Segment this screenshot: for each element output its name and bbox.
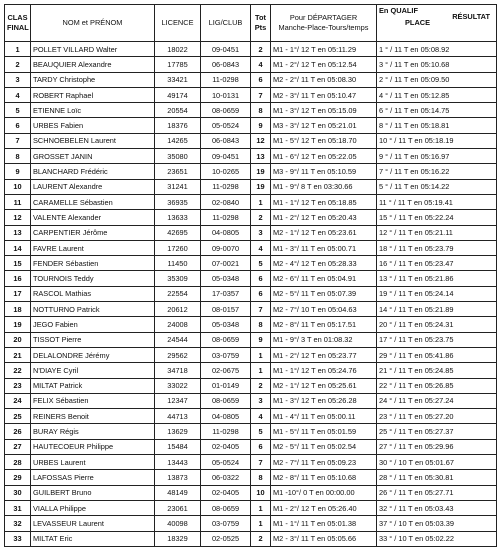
qualif-cell: 16 ° / 11 T en 05:23.47 [377, 256, 497, 271]
qualif-cell: 12 ° / 11 T en 05:21.11 [377, 225, 497, 240]
name-cell: CARPENTIER Jérôme [31, 225, 155, 240]
qualif-cell: 28 ° / 11 T en 05:30.81 [377, 470, 497, 485]
club-cell: 05-0524 [201, 118, 251, 133]
club-cell: 04-0805 [201, 225, 251, 240]
qualif-cell: 27 ° / 11 T en 05:29.96 [377, 439, 497, 454]
tiebreak-cell: M1 - 9°/ 3 T en 01:08.32 [271, 332, 377, 347]
club-cell: 17-0357 [201, 286, 251, 301]
name-cell: ROBERT Raphael [31, 87, 155, 102]
points-cell: 5 [251, 424, 271, 439]
name-cell: GUILBERT Bruno [31, 485, 155, 500]
name-cell: REINERS Benoit [31, 409, 155, 424]
club-cell: 04-0805 [201, 409, 251, 424]
tiebreak-cell: M1 - 1°/ 12 T en 05:11.29 [271, 42, 377, 57]
club-cell: 02-0675 [201, 363, 251, 378]
licence-cell: 36935 [155, 194, 201, 209]
qualif-cell: 26 ° / 11 T en 05:27.71 [377, 485, 497, 500]
rank-cell: 1 [5, 42, 31, 57]
club-cell: 05-0348 [201, 271, 251, 286]
header-club: LIG/CLUB [201, 5, 251, 42]
tiebreak-cell: M1 - 3°/ 12 T en 05:15.09 [271, 103, 377, 118]
qualif-cell: 33 ° / 10 T en 05:02.22 [377, 531, 497, 546]
club-cell: 02-0840 [201, 194, 251, 209]
tiebreak-cell: M1 - 2°/ 12 T en 05:23.77 [271, 347, 377, 362]
licence-cell: 22554 [155, 286, 201, 301]
tiebreak-cell: M2 - 7°/ 10 T en 05:04.63 [271, 302, 377, 317]
club-cell: 05-0348 [201, 317, 251, 332]
table-row [5, 256, 497, 271]
tiebreak-cell: M2 - 1°/ 12 T en 05:25.61 [271, 378, 377, 393]
qualif-cell: 17 ° / 11 T en 05:23.75 [377, 332, 497, 347]
rank-cell: 22 [5, 363, 31, 378]
points-cell: 6 [251, 271, 271, 286]
name-cell: DELALONDRE Jérémy [31, 347, 155, 362]
tiebreak-cell: M3 - 3°/ 12 T en 05:21.01 [271, 118, 377, 133]
name-cell: RASCOL Mathias [31, 286, 155, 301]
table-row [5, 133, 497, 148]
header-row [5, 5, 497, 42]
licence-cell: 14265 [155, 133, 201, 148]
rank-cell: 28 [5, 455, 31, 470]
club-cell: 02-0405 [201, 485, 251, 500]
points-cell: 1 [251, 347, 271, 362]
club-cell: 09-0451 [201, 149, 251, 164]
rank-cell: 20 [5, 332, 31, 347]
qualif-cell: 24 ° / 11 T en 05:27.24 [377, 393, 497, 408]
table-row [5, 347, 497, 362]
licence-cell: 13629 [155, 424, 201, 439]
name-cell: HAUTECOEUR Philippe [31, 439, 155, 454]
club-cell: 09-0070 [201, 240, 251, 255]
name-cell: BEAUQUIER Alexandre [31, 57, 155, 72]
rank-cell: 27 [5, 439, 31, 454]
licence-cell: 20554 [155, 103, 201, 118]
table-row [5, 500, 497, 515]
tiebreak-cell: M1 - 1°/ 12 T en 05:18.85 [271, 194, 377, 209]
qualif-cell: 4 ° / 11 T en 05:12.85 [377, 87, 497, 102]
points-cell: 7 [251, 455, 271, 470]
rank-cell: 16 [5, 271, 31, 286]
tiebreak-cell: M1 - 1°/ 11 T en 05:01.38 [271, 516, 377, 531]
table-row [5, 363, 497, 378]
points-cell: 12 [251, 133, 271, 148]
licence-cell: 29562 [155, 347, 201, 362]
tiebreak-cell: M2 - 8°/ 11 T en 05:17.51 [271, 317, 377, 332]
club-cell: 11-0298 [201, 210, 251, 225]
licence-cell: 35080 [155, 149, 201, 164]
licence-cell: 18376 [155, 118, 201, 133]
table-row [5, 393, 497, 408]
licence-cell: 12347 [155, 393, 201, 408]
table-row [5, 164, 497, 179]
qualif-cell: 10 ° / 11 T en 05:18.19 [377, 133, 497, 148]
club-cell: 06-0843 [201, 57, 251, 72]
qualif-cell: 1 ° / 11 T en 05:08.92 [377, 42, 497, 57]
table-row [5, 42, 497, 57]
table-row [5, 332, 497, 347]
name-cell: LAFOSSAS Pierre [31, 470, 155, 485]
rank-cell: 26 [5, 424, 31, 439]
rank-cell: 12 [5, 210, 31, 225]
qualif-cell: 18 ° / 11 T en 05:23.79 [377, 240, 497, 255]
club-cell: 08-0659 [201, 332, 251, 347]
rank-cell: 10 [5, 179, 31, 194]
club-cell: 06-0843 [201, 133, 251, 148]
table-row [5, 103, 497, 118]
club-cell: 08-0157 [201, 302, 251, 317]
tiebreak-cell: M2 - 3°/ 11 T en 05:10.47 [271, 87, 377, 102]
table-row [5, 302, 497, 317]
points-cell: 8 [251, 103, 271, 118]
tiebreak-cell: M2 - 5°/ 11 T en 05:02.54 [271, 439, 377, 454]
table-row [5, 317, 497, 332]
licence-cell: 13443 [155, 455, 201, 470]
club-cell: 11-0298 [201, 72, 251, 87]
tiebreak-cell: M1 - 4°/ 11 T en 05:00.11 [271, 409, 377, 424]
points-cell: 6 [251, 72, 271, 87]
table-row [5, 485, 497, 500]
tiebreak-cell: M2 - 7°/ 11 T en 05:09.23 [271, 455, 377, 470]
header-tiebreak: Pour DÉPARTAGER Manche-Place-Tours/temps [271, 5, 377, 42]
tiebreak-cell: M2 - 6°/ 11 T en 05:04.91 [271, 271, 377, 286]
rank-cell: 29 [5, 470, 31, 485]
qualif-cell: 9 ° / 11 T en 05:16.97 [377, 149, 497, 164]
club-cell: 02-0405 [201, 439, 251, 454]
club-cell: 01-0149 [201, 378, 251, 393]
name-cell: GROSSET JANIN [31, 149, 155, 164]
club-cell: 02-0525 [201, 531, 251, 546]
results-body [5, 42, 497, 547]
rank-cell: 11 [5, 194, 31, 209]
points-cell: 10 [251, 485, 271, 500]
rank-cell: 8 [5, 149, 31, 164]
licence-cell: 13873 [155, 470, 201, 485]
points-cell: 7 [251, 302, 271, 317]
licence-cell: 24544 [155, 332, 201, 347]
name-cell: TOURNOIS Teddy [31, 271, 155, 286]
tiebreak-cell: M1 - 2°/ 12 T en 05:20.43 [271, 210, 377, 225]
points-cell: 2 [251, 531, 271, 546]
tiebreak-cell: M2 - 1°/ 12 T en 05:23.61 [271, 225, 377, 240]
table-row [5, 286, 497, 301]
name-cell: CARAMELLE Sébastien [31, 194, 155, 209]
header-place: PLACE [405, 18, 431, 27]
club-cell: 08-0659 [201, 393, 251, 408]
rank-cell: 6 [5, 118, 31, 133]
points-cell: 1 [251, 194, 271, 209]
club-cell: 08-0659 [201, 103, 251, 118]
points-cell: 9 [251, 332, 271, 347]
qualif-cell: 5 ° / 11 T en 05:14.22 [377, 179, 497, 194]
tiebreak-cell: M1 - 2°/ 12 T en 05:26.40 [271, 500, 377, 515]
tiebreak-cell: M2 - 5°/ 11 T en 05:07.39 [271, 286, 377, 301]
table-row [5, 531, 497, 546]
rank-cell: 5 [5, 103, 31, 118]
name-cell: URBES Fabien [31, 118, 155, 133]
points-cell: 1 [251, 516, 271, 531]
header-qualif: En QUALIF [379, 6, 419, 15]
header-qualif-result [377, 5, 497, 42]
licence-cell: 18329 [155, 531, 201, 546]
qualif-cell: 37 ° / 10 T en 05:03.39 [377, 516, 497, 531]
licence-cell: 17785 [155, 57, 201, 72]
club-cell: 03-0759 [201, 516, 251, 531]
rank-cell: 2 [5, 57, 31, 72]
rank-cell: 13 [5, 225, 31, 240]
rank-cell: 25 [5, 409, 31, 424]
results-sheet [4, 4, 497, 547]
tiebreak-cell: M3 - 9°/ 11 T en 05:10.59 [271, 164, 377, 179]
tiebreak-cell: M2 - 4°/ 12 T en 05:28.33 [271, 256, 377, 271]
points-cell: 7 [251, 87, 271, 102]
licence-cell: 13633 [155, 210, 201, 225]
points-cell: 2 [251, 42, 271, 57]
points-cell: 2 [251, 378, 271, 393]
header-licence: LICENCE [155, 5, 201, 42]
tiebreak-cell: M1 - 1°/ 12 T en 05:24.76 [271, 363, 377, 378]
tiebreak-cell: M1 - 6°/ 12 T en 05:22.05 [271, 149, 377, 164]
licence-cell: 34718 [155, 363, 201, 378]
club-cell: 03-0759 [201, 347, 251, 362]
table-row [5, 271, 497, 286]
rank-cell: 24 [5, 393, 31, 408]
qualif-cell: 21 ° / 11 T en 05:24.85 [377, 363, 497, 378]
name-cell: VIALLA Philippe [31, 500, 155, 515]
club-cell: 09-0451 [201, 42, 251, 57]
qualif-cell: 13 ° / 11 T en 05:21.86 [377, 271, 497, 286]
licence-cell: 44713 [155, 409, 201, 424]
licence-cell: 31241 [155, 179, 201, 194]
licence-cell: 17260 [155, 240, 201, 255]
qualif-cell: 14 ° / 11 T en 05:21.89 [377, 302, 497, 317]
club-cell: 08-0659 [201, 500, 251, 515]
name-cell: MILTAT Patrick [31, 378, 155, 393]
qualif-cell: 7 ° / 11 T en 05:16.22 [377, 164, 497, 179]
tiebreak-cell: M2 - 3°/ 11 T en 05:05.66 [271, 531, 377, 546]
licence-cell: 33421 [155, 72, 201, 87]
name-cell: SCHNOEBELEN Laurent [31, 133, 155, 148]
qualif-cell: 32 ° / 11 T en 05:03.43 [377, 500, 497, 515]
name-cell: FENDER Sébastien [31, 256, 155, 271]
results-table [4, 4, 497, 547]
qualif-cell: 2 ° / 11 T en 05:09.50 [377, 72, 497, 87]
name-cell: VALENTE Alexander [31, 210, 155, 225]
table-row [5, 57, 497, 72]
points-cell: 4 [251, 409, 271, 424]
points-cell: 19 [251, 164, 271, 179]
points-cell: 13 [251, 149, 271, 164]
name-cell: BLANCHARD Frédéric [31, 164, 155, 179]
licence-cell: 11450 [155, 256, 201, 271]
tiebreak-cell: M1 - 9°/ 8 T en 03:30.66 [271, 179, 377, 194]
points-cell: 6 [251, 286, 271, 301]
table-row [5, 118, 497, 133]
rank-cell: 33 [5, 531, 31, 546]
licence-cell: 49174 [155, 87, 201, 102]
name-cell: ETIENNE Loïc [31, 103, 155, 118]
name-cell: TISSOT Pierre [31, 332, 155, 347]
table-row [5, 470, 497, 485]
club-cell: 10-0131 [201, 87, 251, 102]
table-row [5, 194, 497, 209]
rank-cell: 3 [5, 72, 31, 87]
club-cell: 05-0524 [201, 455, 251, 470]
qualif-cell: 8 ° / 11 T en 05:18.81 [377, 118, 497, 133]
licence-cell: 15484 [155, 439, 201, 454]
points-cell: 1 [251, 500, 271, 515]
tiebreak-cell: M1 -10°/ 0 T en 00:00.00 [271, 485, 377, 500]
qualif-cell: 23 ° / 11 T en 05:27.20 [377, 409, 497, 424]
name-cell: NOTTURNO Patrick [31, 302, 155, 317]
qualif-cell: 6 ° / 11 T en 05:14.75 [377, 103, 497, 118]
rank-cell: 4 [5, 87, 31, 102]
qualif-cell: 3 ° / 11 T en 05:10.68 [377, 57, 497, 72]
qualif-cell: 11 ° / 11 T en 05:19.41 [377, 194, 497, 209]
name-cell: JEGO Fabien [31, 317, 155, 332]
rank-cell: 30 [5, 485, 31, 500]
points-cell: 9 [251, 118, 271, 133]
table-row [5, 240, 497, 255]
rank-cell: 19 [5, 317, 31, 332]
header-name: NOM et PRÉNOM [31, 5, 155, 42]
licence-cell: 20612 [155, 302, 201, 317]
points-cell: 2 [251, 210, 271, 225]
rank-cell: 15 [5, 256, 31, 271]
licence-cell: 42695 [155, 225, 201, 240]
points-cell: 1 [251, 363, 271, 378]
points-cell: 8 [251, 470, 271, 485]
qualif-cell: 22 ° / 11 T en 05:26.85 [377, 378, 497, 393]
licence-cell: 48149 [155, 485, 201, 500]
tiebreak-cell: M2 - 8°/ 11 T en 05:10.68 [271, 470, 377, 485]
licence-cell: 24008 [155, 317, 201, 332]
name-cell: FAVRE Laurent [31, 240, 155, 255]
rank-cell: 32 [5, 516, 31, 531]
table-row [5, 455, 497, 470]
points-cell: 3 [251, 225, 271, 240]
licence-cell: 23061 [155, 500, 201, 515]
licence-cell: 33022 [155, 378, 201, 393]
points-cell: 3 [251, 393, 271, 408]
points-cell: 4 [251, 57, 271, 72]
licence-cell: 40098 [155, 516, 201, 531]
name-cell: TARDY Christophe [31, 72, 155, 87]
licence-cell: 23651 [155, 164, 201, 179]
header-rank: CLAS FINAL [5, 5, 31, 42]
table-row [5, 149, 497, 164]
points-cell: 19 [251, 179, 271, 194]
rank-cell: 23 [5, 378, 31, 393]
table-row [5, 179, 497, 194]
licence-cell: 18022 [155, 42, 201, 57]
table-row [5, 210, 497, 225]
name-cell: URBES Laurent [31, 455, 155, 470]
table-row [5, 516, 497, 531]
points-cell: 6 [251, 439, 271, 454]
tiebreak-cell: M1 - 2°/ 12 T en 05:12.54 [271, 57, 377, 72]
qualif-cell: 25 ° / 11 T en 05:27.37 [377, 424, 497, 439]
table-row [5, 225, 497, 240]
rank-cell: 9 [5, 164, 31, 179]
name-cell: MILTAT Eric [31, 531, 155, 546]
licence-cell: 35309 [155, 271, 201, 286]
qualif-cell: 29 ° / 11 T en 05:41.86 [377, 347, 497, 362]
qualif-cell: 19 ° / 11 T en 05:24.14 [377, 286, 497, 301]
club-cell: 11-0298 [201, 179, 251, 194]
rank-cell: 21 [5, 347, 31, 362]
name-cell: POLLET VILLARD Walter [31, 42, 155, 57]
rank-cell: 7 [5, 133, 31, 148]
club-cell: 07-0021 [201, 256, 251, 271]
points-cell: 8 [251, 317, 271, 332]
qualif-cell: 15 ° / 11 T en 05:22.24 [377, 210, 497, 225]
tiebreak-cell: M2 - 2°/ 11 T en 05:08.30 [271, 72, 377, 87]
name-cell: N'DIAYE Cyril [31, 363, 155, 378]
name-cell: FELIX Sébastien [31, 393, 155, 408]
table-row [5, 409, 497, 424]
header-result: RÉSULTAT [452, 12, 490, 21]
table-row [5, 439, 497, 454]
tiebreak-cell: M1 - 5°/ 12 T en 05:18.70 [271, 133, 377, 148]
qualif-cell: 30 ° / 10 T en 05:01.67 [377, 455, 497, 470]
rank-cell: 17 [5, 286, 31, 301]
points-cell: 4 [251, 240, 271, 255]
rank-cell: 14 [5, 240, 31, 255]
qualif-cell: 20 ° / 11 T en 05:24.31 [377, 317, 497, 332]
tiebreak-cell: M1 - 5°/ 11 T en 05:01.59 [271, 424, 377, 439]
rank-cell: 18 [5, 302, 31, 317]
tiebreak-cell: M1 - 3°/ 11 T en 05:00.71 [271, 240, 377, 255]
table-row [5, 378, 497, 393]
club-cell: 06-0322 [201, 470, 251, 485]
header-points: Tot Pts [251, 5, 271, 42]
name-cell: BURAY Régis [31, 424, 155, 439]
rank-cell: 31 [5, 500, 31, 515]
points-cell: 5 [251, 256, 271, 271]
table-row [5, 72, 497, 87]
name-cell: LEVASSEUR Laurent [31, 516, 155, 531]
club-cell: 11-0298 [201, 424, 251, 439]
table-row [5, 87, 497, 102]
club-cell: 10-0265 [201, 164, 251, 179]
name-cell: LAURENT Alexandre [31, 179, 155, 194]
table-row [5, 424, 497, 439]
tiebreak-cell: M1 - 3°/ 12 T en 05:26.28 [271, 393, 377, 408]
